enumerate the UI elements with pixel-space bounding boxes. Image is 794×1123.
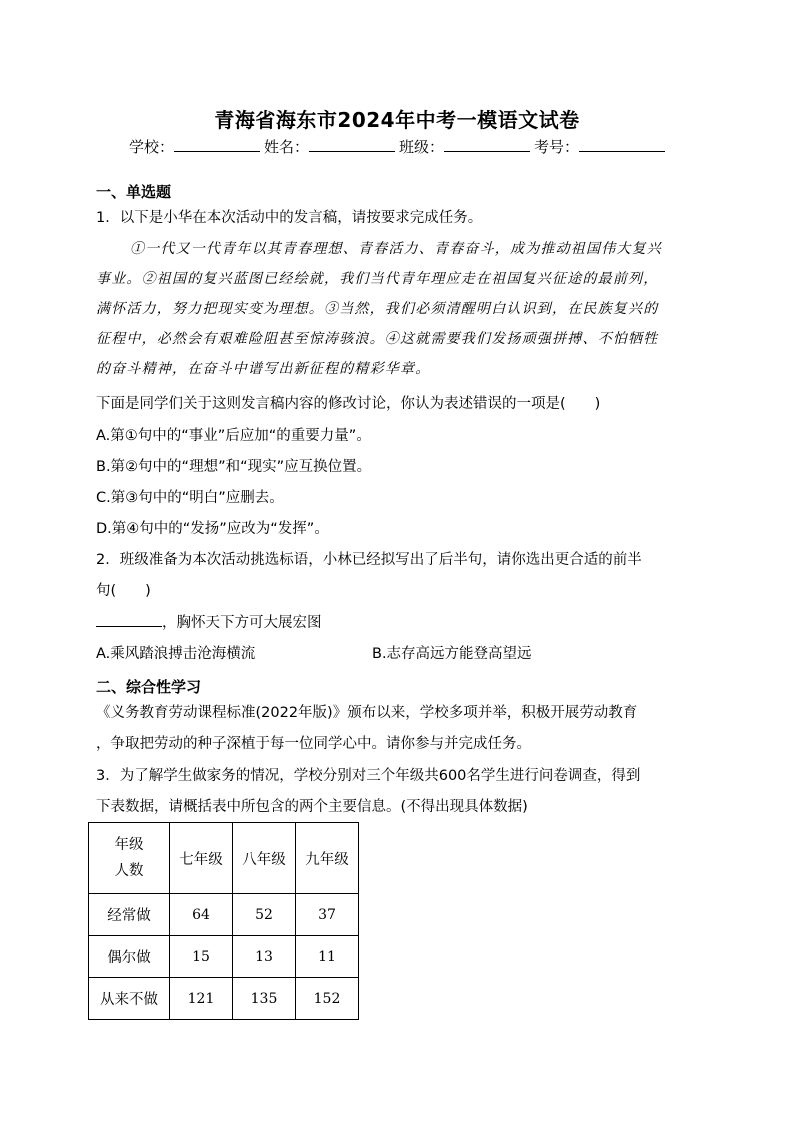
slogan-second-half: ，胸怀天下方可大展宏图: [162, 615, 322, 631]
survey-table: [88, 822, 359, 1020]
passage-line: ①一代又一代青年以其青春理想、青春活力、青春奋斗，成为推动祖国伟大复兴: [130, 241, 662, 257]
table-cell: 13: [233, 936, 296, 978]
table-cell: 15: [170, 936, 233, 978]
table-cell: 52: [233, 894, 296, 936]
q1-option-a: A.第①句中的“事业”后应加“的重要力量”。: [96, 428, 371, 444]
section2-heading: 二、综合性学习: [96, 678, 202, 696]
corner-label-count: 人数: [114, 863, 144, 879]
table-corner-cell: [89, 823, 170, 894]
school-blank[interactable]: [174, 137, 260, 152]
table-header-row: [89, 823, 359, 894]
section2-intro: 《义务教育劳动课程标准(2022年版)》颁布以来，学校多项并举，积极开展劳动教育: [96, 705, 638, 721]
table-cell: 11: [296, 936, 359, 978]
q2-option-b: B.志存高远方能登高望远: [372, 646, 532, 662]
q2-stem: 2．班级准备为本次活动挑选标语，小林已经拟写出了后半句，请你选出更合适的前半: [96, 552, 642, 568]
corner-label-grade: 年级: [114, 837, 144, 853]
school-label: 学校：: [128, 138, 174, 156]
q2-stem-continued: 句( ): [96, 583, 151, 599]
q1-option-d: D.第④句中的“发扬”应改为“发挥”。: [96, 521, 329, 537]
passage-line: 满怀活力，努力把现实变为理想。③当然，我们必须清醒明白认识到，在民族复兴的: [96, 301, 659, 317]
slogan-blank[interactable]: [96, 612, 162, 627]
column-header: 八年级: [233, 823, 296, 894]
q1-option-c: C.第③句中的“明白”应删去。: [96, 490, 284, 506]
name-blank[interactable]: [309, 137, 395, 152]
q1-question: 下面是同学们关于这则发言稿内容的修改讨论，你认为表述错误的一项是( ): [96, 396, 601, 412]
q2-option-a: A.乘风踏浪搏击沧海横流: [96, 646, 256, 662]
q3-stem-continued: 下表数据，请概括表中所包含的两个主要信息。(不得出现具体数据): [96, 799, 528, 815]
q2-slogan-line: [96, 611, 322, 632]
table-cell: 135: [233, 978, 296, 1020]
row-label: 从来不做: [89, 978, 170, 1020]
row-label: 偶尔做: [89, 936, 170, 978]
passage-line: 征程中，必然会有艰难险阻甚至惊涛骇浪。④这就需要我们发扬顽强拼搏、不怕牺牲: [96, 331, 659, 347]
table-cell: 121: [170, 978, 233, 1020]
q3-stem: 3．为了解学生做家务的情况，学校分别对三个年级共600名学生进行问卷调查，得到: [96, 768, 641, 784]
passage-line: 的奋斗精神，在奋斗中谱写出新征程的精彩华章。: [96, 361, 431, 377]
id-blank[interactable]: [579, 137, 665, 152]
section1-heading: 一、单选题: [96, 183, 172, 201]
row-label: 经常做: [89, 894, 170, 936]
passage-line: 事业。②祖国的复兴蓝图已经绘就，我们当代青年理应走在祖国复兴征途的最前列，: [96, 271, 659, 287]
table-row: [89, 894, 359, 936]
class-blank[interactable]: [444, 137, 530, 152]
section2-intro-continued: ，争取把劳动的种子深植于每一位同学心中。请你参与并完成任务。: [96, 736, 531, 752]
table-row: [89, 978, 359, 1020]
student-info-line: [0, 136, 794, 157]
table-cell: 152: [296, 978, 359, 1020]
column-header: 九年级: [296, 823, 359, 894]
table-cell: 64: [170, 894, 233, 936]
q1-option-b: B.第②句中的“理想”和“现实”应互换位置。: [96, 459, 372, 475]
table-cell: 37: [296, 894, 359, 936]
q1-stem: 1．以下是小华在本次活动中的发言稿，请按要求完成任务。: [96, 210, 483, 226]
exam-title: 青海省海东市2024年中考一模语文试卷: [214, 108, 580, 132]
id-label: 考号：: [534, 138, 580, 156]
class-label: 班级：: [399, 138, 445, 156]
column-header: 七年级: [170, 823, 233, 894]
table-row: [89, 936, 359, 978]
name-label: 姓名：: [263, 138, 309, 156]
